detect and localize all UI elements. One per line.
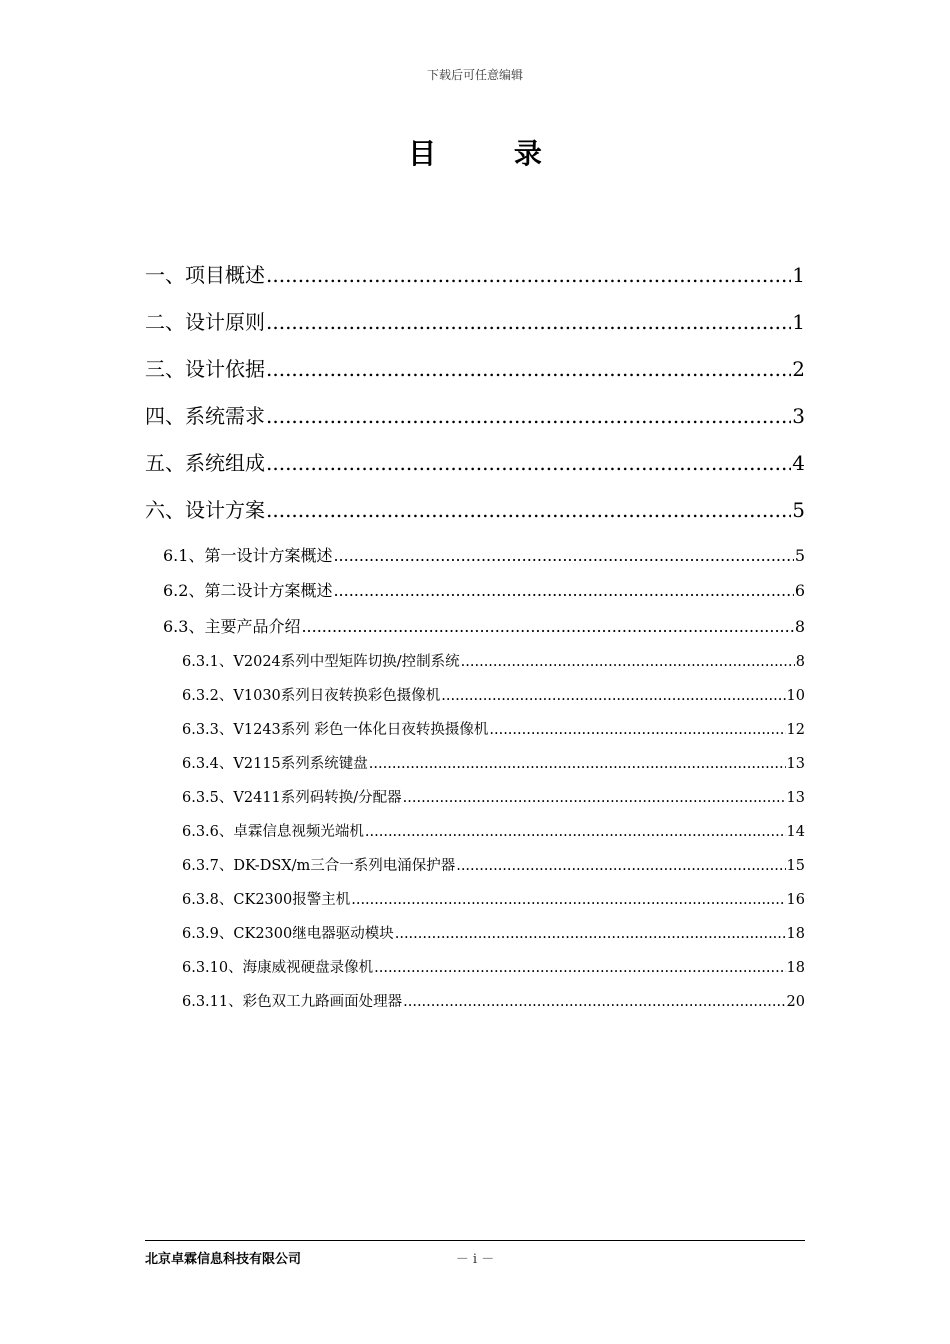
- toc-entry-page: 18: [786, 960, 805, 976]
- toc-entry-label: 6.3.4、V2115系列系统键盘: [182, 756, 368, 772]
- toc-leader-dots: [301, 616, 793, 638]
- toc-leader-dots: [266, 449, 791, 477]
- toc-leader-dots: [395, 924, 786, 944]
- toc-entry-page: 13: [786, 756, 805, 772]
- toc-entry-6[interactable]: [145, 496, 805, 524]
- footer-company: 北京卓霖信息科技有限公司: [145, 1252, 302, 1267]
- header-note: 下载后可任意编辑: [426, 68, 523, 82]
- toc-entry-label: 6.3.8、CK2300报警主机: [182, 892, 351, 908]
- toc-entry-1[interactable]: [145, 261, 805, 289]
- toc-entry-label: 六、设计方案: [145, 498, 265, 522]
- toc-entry-page: 8: [794, 617, 805, 636]
- footer-page-number: － i －: [455, 1252, 495, 1267]
- toc-leader-dots: [333, 545, 793, 567]
- toc-entry-6-3-9[interactable]: [182, 924, 805, 944]
- toc-leader-dots: [461, 652, 795, 672]
- page-title: 目 录: [408, 137, 576, 170]
- toc-entry-page: 14: [786, 824, 805, 840]
- toc-leader-dots: [374, 958, 785, 978]
- toc-entry-6-3-1[interactable]: [182, 652, 805, 672]
- toc-entry-6-3-8[interactable]: [182, 890, 805, 910]
- toc-entry-page: 4: [792, 451, 805, 475]
- toc-leader-dots: [365, 822, 786, 842]
- toc-entry-label: 6.3.9、CK2300继电器驱动模块: [182, 926, 394, 942]
- toc-entry-5[interactable]: [145, 449, 805, 477]
- toc-leader-dots: [266, 402, 791, 430]
- footer-divider: [145, 1240, 805, 1241]
- toc-entry-6-3-6[interactable]: [182, 822, 805, 842]
- toc-entry-6-3-4[interactable]: [182, 754, 805, 774]
- toc-entry-page: 13: [786, 790, 805, 806]
- toc-leader-dots: [266, 261, 791, 289]
- toc-entry-page: 8: [795, 654, 805, 670]
- toc-entry-page: 6: [794, 581, 805, 600]
- toc-leader-dots: [351, 890, 785, 910]
- toc-entry-label: 6.2、第二设计方案概述: [163, 581, 333, 600]
- toc-entry-label: 6.3.7、DK-DSX/m三合一系列电涌保护器: [182, 858, 456, 874]
- toc-entry-6-2[interactable]: [163, 580, 805, 602]
- toc-entry-page: 2: [792, 357, 805, 381]
- toc-entry-label: 6.3.5、V2411系列码转换/分配器: [182, 790, 402, 806]
- toc-entry-label: 6.3.3、V1243系列 彩色一体化日夜转换摄像机: [182, 722, 489, 738]
- toc-entry-6-3[interactable]: [163, 616, 805, 638]
- toc-entry-6-3-2[interactable]: [182, 686, 805, 706]
- toc-entry-label: 五、系统组成: [145, 451, 265, 475]
- toc-leader-dots: [266, 308, 791, 336]
- toc-entry-page: 18: [786, 926, 805, 942]
- toc-leader-dots: [266, 355, 791, 383]
- toc-entry-page: 3: [792, 404, 805, 428]
- toc-entry-page: 5: [794, 546, 805, 565]
- toc-leader-dots: [369, 754, 786, 774]
- toc-entry-label: 三、设计依据: [145, 357, 265, 381]
- toc-entry-page: 1: [792, 263, 805, 287]
- toc-entry-6-3-5[interactable]: [182, 788, 805, 808]
- toc-entry-page: 12: [786, 722, 805, 738]
- toc-entry-2[interactable]: [145, 308, 805, 336]
- toc-entry-label: 6.1、第一设计方案概述: [163, 546, 333, 565]
- toc-entry-6-3-7[interactable]: [182, 856, 805, 876]
- toc-entry-label: 6.3.6、卓霖信息视频光端机: [182, 824, 364, 840]
- toc-entry-page: 16: [786, 892, 805, 908]
- toc-entry-4[interactable]: [145, 402, 805, 430]
- toc-entry-label: 二、设计原则: [145, 310, 265, 334]
- toc-entry-label: 6.3、主要产品介绍: [163, 617, 301, 636]
- toc-entry-label: 四、系统需求: [145, 404, 265, 428]
- toc-entry-page: 5: [792, 498, 805, 522]
- toc-entry-page: 20: [786, 994, 805, 1010]
- toc-entry-6-3-10[interactable]: [182, 958, 805, 978]
- toc-entry-page: 1: [792, 310, 805, 334]
- toc-leader-dots: [489, 720, 785, 740]
- toc-leader-dots: [456, 856, 785, 876]
- toc-entry-label: 6.3.1、V2024系列中型矩阵切换/控制系统: [182, 654, 460, 670]
- toc-entry-page: 15: [786, 858, 805, 874]
- toc-entry-label: 一、项目概述: [145, 263, 265, 287]
- toc-entry-6-3-11[interactable]: [182, 992, 805, 1012]
- toc-leader-dots: [403, 788, 786, 808]
- toc-entry-label: 6.3.11、彩色双工九路画面处理器: [182, 994, 403, 1010]
- toc-entry-page: 10: [786, 688, 805, 704]
- toc-entry-label: 6.3.10、海康威视硬盘录像机: [182, 960, 374, 976]
- toc-leader-dots: [403, 992, 785, 1012]
- toc-leader-dots: [266, 496, 791, 524]
- toc-leader-dots: [441, 686, 785, 706]
- toc-entry-6-1[interactable]: [163, 545, 805, 567]
- toc-entry-label: 6.3.2、V1030系列日夜转换彩色摄像机: [182, 688, 441, 704]
- toc-entry-3[interactable]: [145, 355, 805, 383]
- toc-entry-6-3-3[interactable]: [182, 720, 805, 740]
- toc-leader-dots: [333, 580, 793, 602]
